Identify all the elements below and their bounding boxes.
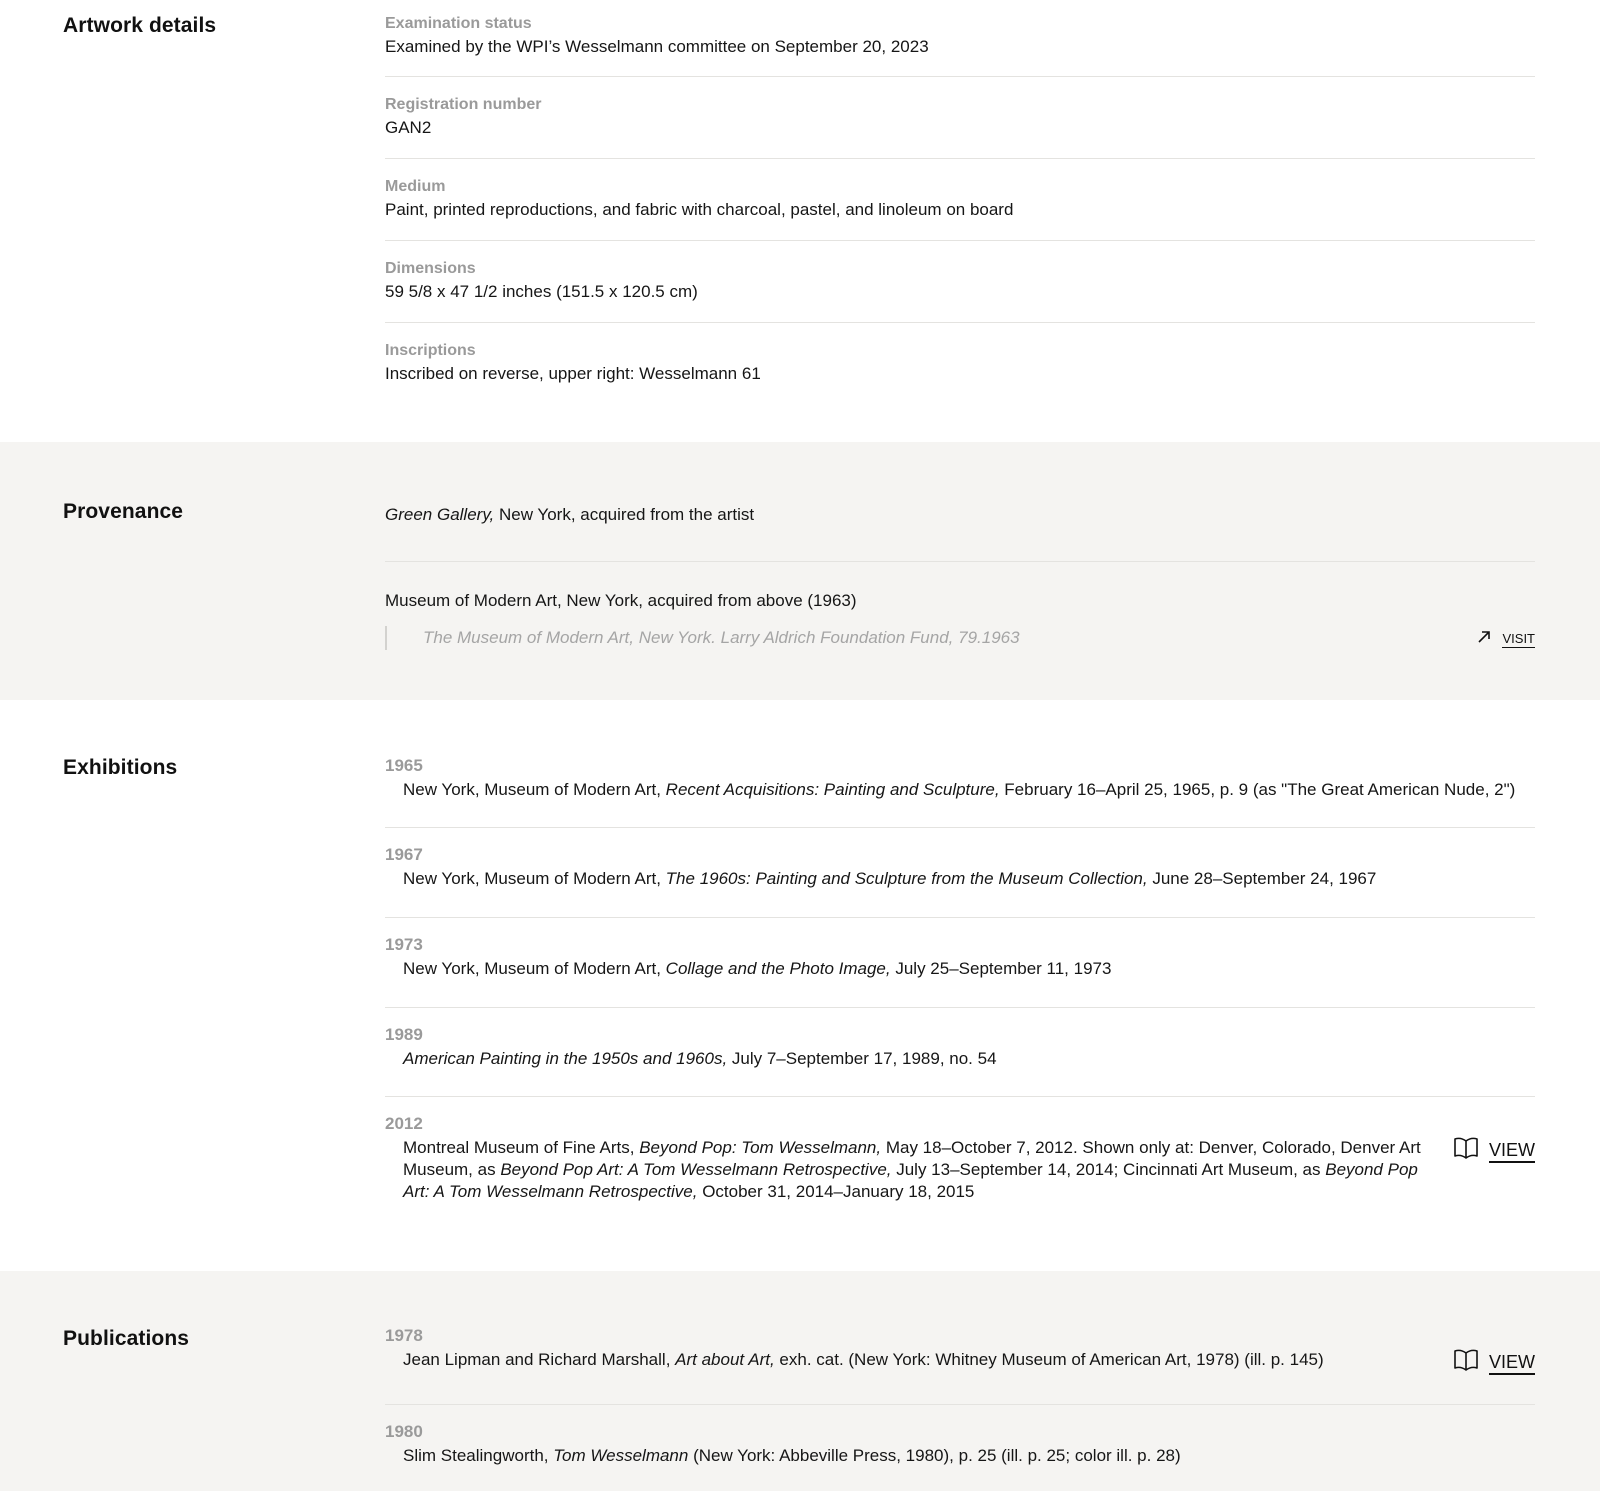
detail-label: Examination status (385, 15, 532, 32)
detail-row-examination-status (385, 14, 1535, 77)
provenance-note (385, 626, 1535, 650)
provenance-title: Provenance (63, 500, 184, 523)
open-book-icon (1453, 1349, 1479, 1376)
exhibition-year: 1989 (385, 1025, 423, 1044)
exhibition-year: 1967 (385, 845, 423, 864)
publication-text: Slim Stealingworth, Tom Wesselmann (New York: Abbeville Press, 1980), p. 25 (ill. p. 25; color ill. p. 28) (403, 1446, 1181, 1465)
detail-value: 59 5/8 x 47 1/2 inches (151.5 x 120.5 cm) (385, 282, 698, 301)
exhibition-entry (385, 918, 1535, 1008)
exhibitions-section (0, 700, 1600, 1271)
arrow-up-right-icon (1476, 629, 1492, 650)
detail-label: Registration number (385, 96, 542, 113)
exhibition-year: 1965 (385, 756, 423, 775)
provenance-gallery-name: Green Gallery, (385, 505, 495, 524)
exhibition-year: 1973 (385, 935, 423, 954)
publication-text: Jean Lipman and Richard Marshall, Art about Art, exh. cat. (New York: Whitney Museum of American Art, 1978) (ill. p. 145) (403, 1350, 1324, 1369)
publications-list (385, 1325, 1535, 1467)
detail-value: Inscribed on reverse, upper right: Wesselmann 61 (385, 364, 761, 383)
detail-label: Medium (385, 178, 446, 195)
view-label: VIEW (1489, 1351, 1535, 1375)
view-button[interactable] (1453, 1347, 1535, 1376)
exhibition-text: New York, Museum of Modern Art, Collage and the Photo Image, July 25–September 11, 1973 (403, 959, 1112, 978)
publications-section (0, 1271, 1600, 1491)
exhibition-entry (385, 828, 1535, 918)
provenance-entry-text: New York, acquired from the artist (494, 505, 755, 524)
provenance-entry (385, 504, 1535, 562)
publication-entry (385, 1405, 1535, 1467)
provenance-list (385, 502, 1535, 650)
exhibition-text: New York, Museum of Modern Art, Recent Acquisitions: Painting and Sculpture, February 16–April 25, 1965, p. 9 (as "The Great American Nude, 2") (403, 780, 1516, 799)
provenance-entry (385, 562, 1535, 650)
provenance-entry-text: Museum of Modern Art, New York, acquired from above (1963) (385, 591, 857, 610)
exhibitions-title: Exhibitions (63, 756, 178, 779)
view-button[interactable] (1453, 1135, 1535, 1164)
visit-label: VISIT (1502, 631, 1535, 646)
exhibition-text: New York, Museum of Modern Art, The 1960s: Painting and Sculpture from the Museum Collection, June 28–September 24, 1967 (403, 869, 1377, 888)
publication-year: 1980 (385, 1422, 423, 1441)
detail-row-registration-number (385, 77, 1535, 159)
provenance-note-text: The Museum of Modern Art, New York. Larry Aldrich Foundation Fund, 79.1963 (385, 626, 1476, 650)
detail-value: Paint, printed reproductions, and fabric with charcoal, pastel, and linoleum on board (385, 200, 1014, 219)
exhibitions-list (385, 755, 1535, 1203)
exhibition-text: Montreal Museum of Fine Arts, Beyond Pop: Tom Wesselmann, May 18–October 7, 2012. Shown only at: Denver, Colorado, Denver Art Museum, as Beyond Pop Art: A Tom Wesselmann Retrospective, July 13–September 14, 2014; Cincinnati Art Museum, as Beyond Pop Art: A Tom Wesselmann Retrospective, October 31, 2014–January 18, 2015 (403, 1138, 1421, 1201)
exhibition-entry (385, 1008, 1535, 1097)
artwork-details-list (385, 14, 1535, 405)
view-label: VIEW (1489, 1139, 1535, 1163)
exhibition-entry (385, 755, 1535, 828)
artwork-details-title: Artwork details (63, 14, 217, 37)
exhibition-entry (385, 1097, 1535, 1203)
open-book-icon (1453, 1137, 1479, 1164)
detail-row-inscriptions (385, 323, 1535, 405)
publications-title: Publications (63, 1327, 190, 1350)
publication-entry (385, 1325, 1535, 1405)
detail-value: GAN2 (385, 118, 432, 137)
provenance-section (0, 442, 1600, 700)
publication-year: 1978 (385, 1326, 423, 1345)
detail-label: Dimensions (385, 260, 476, 277)
exhibition-text: American Painting in the 1950s and 1960s, July 7–September 17, 1989, no. 54 (403, 1049, 997, 1068)
detail-row-dimensions (385, 241, 1535, 323)
visit-link[interactable] (1476, 627, 1535, 650)
detail-label: Inscriptions (385, 342, 476, 359)
detail-row-medium (385, 159, 1535, 241)
exhibition-year: 2012 (385, 1114, 423, 1133)
detail-value: Examined by the WPI’s Wesselmann committee on September 20, 2023 (385, 37, 929, 56)
artwork-details-section (0, 0, 1600, 442)
